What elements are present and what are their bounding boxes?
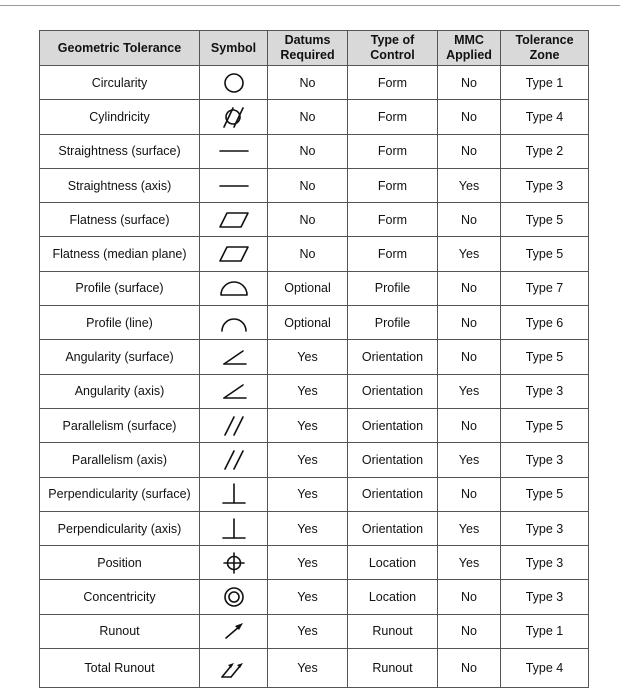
tolerance-zone-cell: Type 3 — [501, 168, 589, 202]
concentricity-icon — [219, 586, 249, 608]
tolerance-zone-cell: Type 1 — [501, 614, 589, 648]
datums-required-cell: Yes — [268, 580, 348, 614]
tolerance-name-cell: Concentricity — [40, 580, 200, 614]
symbol-cell — [200, 100, 268, 134]
tolerance-name-cell: Total Runout — [40, 649, 200, 688]
total-runout-icon — [219, 657, 249, 679]
runout-icon — [219, 620, 249, 642]
header-row — [40, 31, 589, 66]
symbol-cell — [200, 237, 268, 271]
table-row — [40, 100, 589, 134]
datums-required-cell: Yes — [268, 477, 348, 511]
type-of-control-cell: Runout — [348, 649, 438, 688]
tolerance-name-cell: Angularity (axis) — [40, 374, 200, 408]
tolerance-name-cell: Angularity (surface) — [40, 340, 200, 374]
type-of-control-cell: Location — [348, 580, 438, 614]
type-of-control-cell: Location — [348, 546, 438, 580]
profile-surface-icon — [219, 277, 249, 299]
perpendicularity-icon — [219, 483, 249, 505]
tolerance-zone-cell: Type 3 — [501, 443, 589, 477]
tolerance-zone-cell: Type 3 — [501, 374, 589, 408]
datums-required-cell: No — [268, 66, 348, 100]
mmc-applied-cell: No — [438, 203, 501, 237]
symbol-cell — [200, 614, 268, 648]
tolerance-name-cell: Cylindricity — [40, 100, 200, 134]
tolerance-zone-cell: Type 3 — [501, 511, 589, 545]
header-symbol: Symbol — [200, 31, 268, 66]
symbol-cell — [200, 134, 268, 168]
type-of-control-cell: Orientation — [348, 443, 438, 477]
table-row — [40, 443, 589, 477]
header-geometric-tolerance: Geometric Tolerance — [40, 31, 200, 66]
tolerance-zone-cell: Type 5 — [501, 237, 589, 271]
tolerance-name-cell: Profile (surface) — [40, 271, 200, 305]
symbol-cell — [200, 203, 268, 237]
mmc-applied-cell: No — [438, 271, 501, 305]
type-of-control-cell: Orientation — [348, 374, 438, 408]
tolerance-zone-cell: Type 3 — [501, 546, 589, 580]
mmc-applied-cell: No — [438, 100, 501, 134]
type-of-control-cell: Orientation — [348, 511, 438, 545]
tolerance-name-cell: Circularity — [40, 66, 200, 100]
datums-required-cell: No — [268, 168, 348, 202]
geometric-tolerance-table — [39, 30, 589, 688]
parallelism-icon — [219, 449, 249, 471]
tolerance-zone-cell: Type 7 — [501, 271, 589, 305]
table-row — [40, 546, 589, 580]
type-of-control-cell: Form — [348, 66, 438, 100]
datums-required-cell: No — [268, 203, 348, 237]
mmc-applied-cell: No — [438, 614, 501, 648]
tolerance-name-cell: Position — [40, 546, 200, 580]
table-row — [40, 66, 589, 100]
datums-required-cell: Yes — [268, 340, 348, 374]
symbol-cell — [200, 271, 268, 305]
tolerance-zone-cell: Type 4 — [501, 100, 589, 134]
tolerance-name-cell: Flatness (median plane) — [40, 237, 200, 271]
symbol-cell — [200, 374, 268, 408]
mmc-applied-cell: No — [438, 580, 501, 614]
type-of-control-cell: Orientation — [348, 340, 438, 374]
datums-required-cell: Yes — [268, 511, 348, 545]
tolerance-name-cell: Profile (line) — [40, 306, 200, 340]
symbol-cell — [200, 66, 268, 100]
tolerance-name-cell: Flatness (surface) — [40, 203, 200, 237]
table-row — [40, 168, 589, 202]
tolerance-zone-cell: Type 3 — [501, 580, 589, 614]
tolerance-name-cell: Parallelism (surface) — [40, 408, 200, 442]
table-row — [40, 203, 589, 237]
symbol-cell — [200, 649, 268, 688]
header-mmc-applied: MMC Applied — [438, 31, 501, 66]
table-row — [40, 306, 589, 340]
type-of-control-cell: Orientation — [348, 477, 438, 511]
perpendicularity-icon — [219, 518, 249, 540]
mmc-applied-cell: Yes — [438, 374, 501, 408]
tolerance-name-cell: Perpendicularity (surface) — [40, 477, 200, 511]
tolerance-zone-cell: Type 1 — [501, 66, 589, 100]
symbol-cell — [200, 168, 268, 202]
profile-line-icon — [219, 312, 249, 334]
datums-required-cell: Yes — [268, 374, 348, 408]
mmc-applied-cell: No — [438, 66, 501, 100]
table-row — [40, 580, 589, 614]
tolerance-zone-cell: Type 5 — [501, 408, 589, 442]
mmc-applied-cell: Yes — [438, 546, 501, 580]
symbol-cell — [200, 580, 268, 614]
type-of-control-cell: Form — [348, 168, 438, 202]
table-row — [40, 134, 589, 168]
datums-required-cell: Yes — [268, 443, 348, 477]
mmc-applied-cell: Yes — [438, 168, 501, 202]
type-of-control-cell: Profile — [348, 271, 438, 305]
datums-required-cell: Yes — [268, 649, 348, 688]
table-row — [40, 340, 589, 374]
datums-required-cell: Yes — [268, 546, 348, 580]
tolerance-zone-cell: Type 2 — [501, 134, 589, 168]
type-of-control-cell: Profile — [348, 306, 438, 340]
datums-required-cell: No — [268, 237, 348, 271]
tolerance-name-cell: Parallelism (axis) — [40, 443, 200, 477]
top-divider — [0, 5, 620, 6]
symbol-cell — [200, 511, 268, 545]
straightness-icon — [219, 175, 249, 197]
table-row — [40, 408, 589, 442]
symbol-cell — [200, 546, 268, 580]
tolerance-name-cell: Runout — [40, 614, 200, 648]
flatness-icon — [219, 209, 249, 231]
mmc-applied-cell: No — [438, 340, 501, 374]
datums-required-cell: Yes — [268, 408, 348, 442]
header-tolerance-zone: Tolerance Zone — [501, 31, 589, 66]
table-row — [40, 374, 589, 408]
symbol-cell — [200, 477, 268, 511]
header-type-of-control: Type of Control — [348, 31, 438, 66]
datums-required-cell: Yes — [268, 614, 348, 648]
symbol-cell — [200, 340, 268, 374]
tolerance-zone-cell: Type 5 — [501, 203, 589, 237]
mmc-applied-cell: No — [438, 408, 501, 442]
type-of-control-cell: Orientation — [348, 408, 438, 442]
tolerance-name-cell: Perpendicularity (axis) — [40, 511, 200, 545]
type-of-control-cell: Form — [348, 100, 438, 134]
mmc-applied-cell: Yes — [438, 237, 501, 271]
tolerance-zone-cell: Type 4 — [501, 649, 589, 688]
tolerance-name-cell: Straightness (axis) — [40, 168, 200, 202]
parallelism-icon — [219, 415, 249, 437]
circularity-icon — [219, 72, 249, 94]
datums-required-cell: No — [268, 100, 348, 134]
tolerance-zone-cell: Type 6 — [501, 306, 589, 340]
mmc-applied-cell: No — [438, 306, 501, 340]
mmc-applied-cell: No — [438, 134, 501, 168]
mmc-applied-cell: No — [438, 477, 501, 511]
header-datums-required: Datums Required — [268, 31, 348, 66]
datums-required-cell: Optional — [268, 271, 348, 305]
symbol-cell — [200, 306, 268, 340]
position-icon — [219, 552, 249, 574]
type-of-control-cell: Form — [348, 134, 438, 168]
tolerance-name-cell: Straightness (surface) — [40, 134, 200, 168]
flatness-icon — [219, 243, 249, 265]
cylindricity-icon — [219, 106, 249, 128]
table-row — [40, 237, 589, 271]
table-row — [40, 511, 589, 545]
table-row — [40, 271, 589, 305]
type-of-control-cell: Runout — [348, 614, 438, 648]
mmc-applied-cell: Yes — [438, 511, 501, 545]
type-of-control-cell: Form — [348, 237, 438, 271]
tolerance-zone-cell: Type 5 — [501, 477, 589, 511]
table-row — [40, 477, 589, 511]
angularity-icon — [219, 346, 249, 368]
datums-required-cell: Optional — [268, 306, 348, 340]
mmc-applied-cell: No — [438, 649, 501, 688]
angularity-icon — [219, 380, 249, 402]
type-of-control-cell: Form — [348, 203, 438, 237]
symbol-cell — [200, 443, 268, 477]
tolerance-zone-cell: Type 5 — [501, 340, 589, 374]
table-row — [40, 649, 589, 688]
symbol-cell — [200, 408, 268, 442]
mmc-applied-cell: Yes — [438, 443, 501, 477]
straightness-icon — [219, 140, 249, 162]
datums-required-cell: No — [268, 134, 348, 168]
table-row — [40, 614, 589, 648]
